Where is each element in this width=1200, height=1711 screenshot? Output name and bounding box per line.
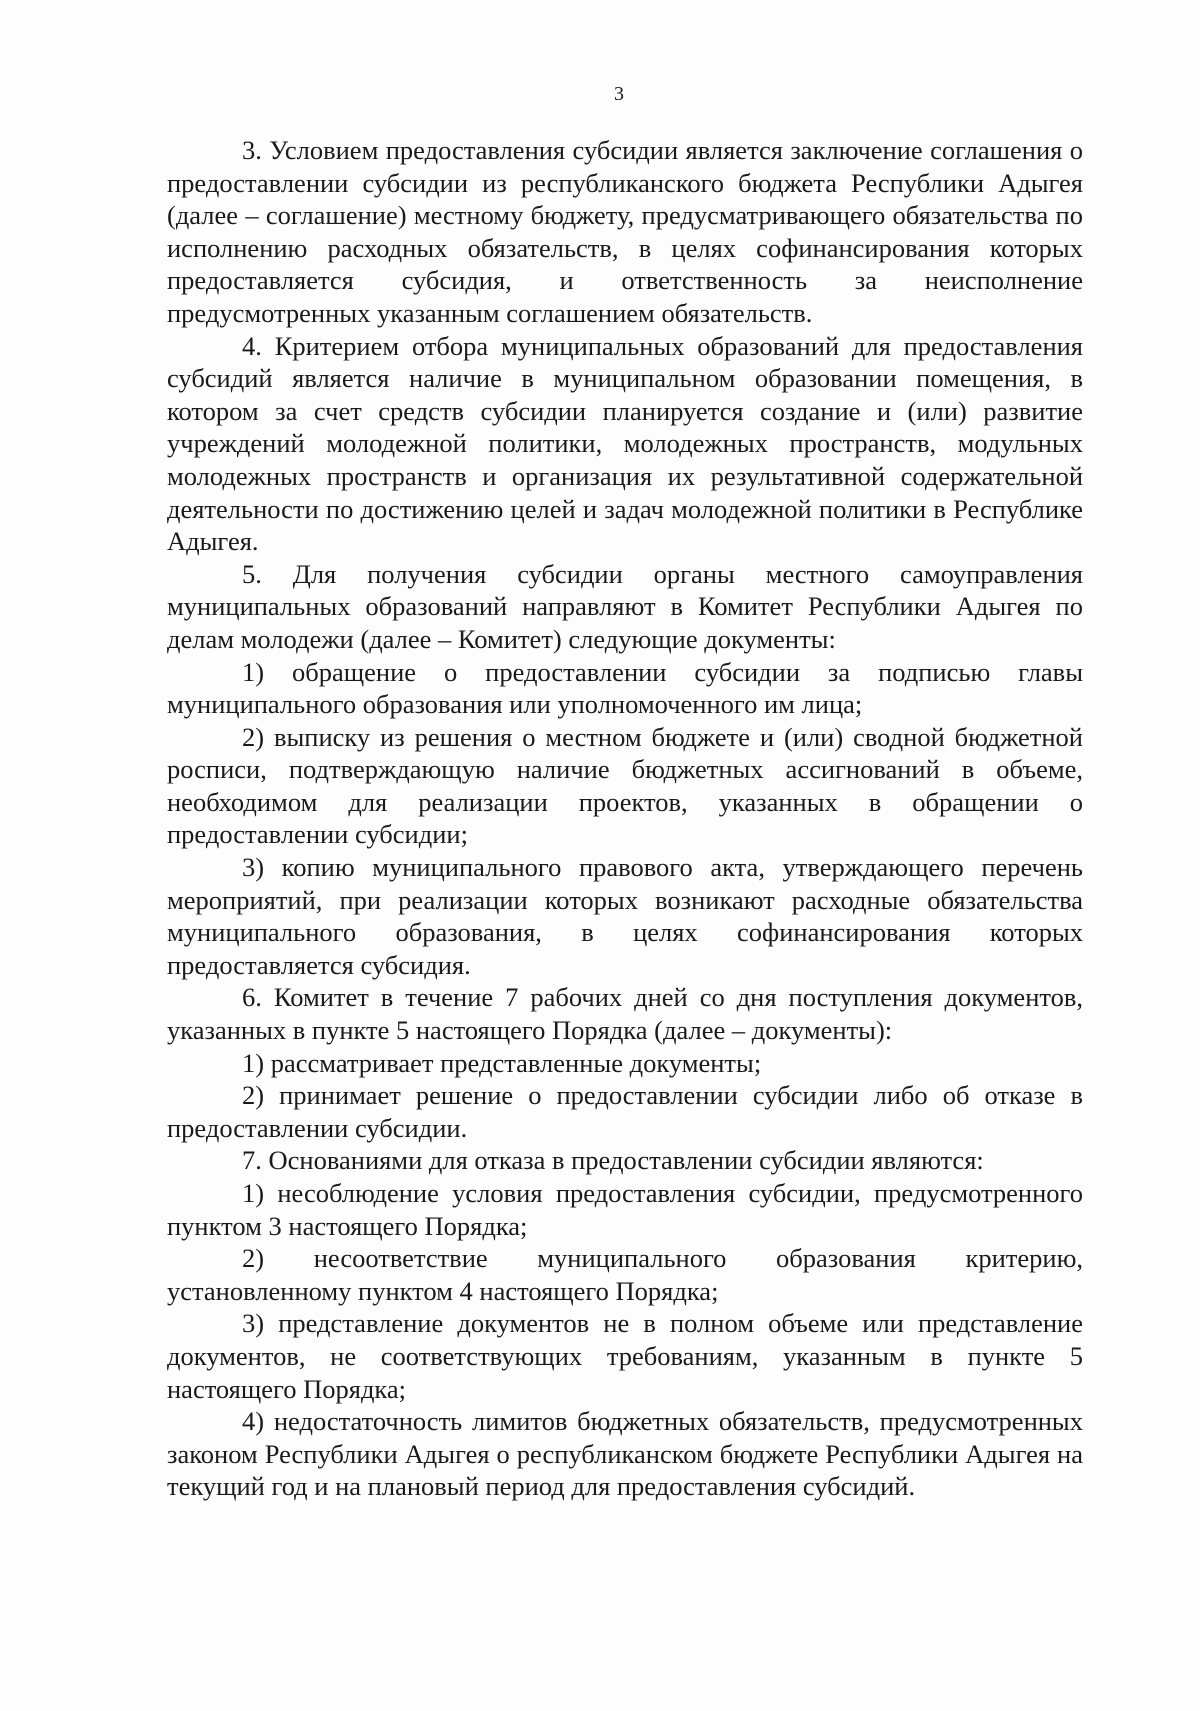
page-number: 3 xyxy=(614,83,624,105)
list-item-6-1: 1) рассматривает представленные документы; xyxy=(242,1047,762,1078)
list-item-5-3: 3) копию муниципального правового акта, утверждающего перечень мероприятий, при реализации которых возникают расходные обязательства муниципального образования, в целях софинансирования которых предоставляется субсидия. xyxy=(167,852,1083,980)
paragraph-clause-3: 3. Условием предоставления субсидии является заключение соглашения о предоставлении субсидии из республиканского бюджета Республики Адыгея (далее – соглашение) местному бюджету, предусматривающего обязательства по исполнению расходных обязательств, в целях софинансирования которых предоставляется субсидия, и ответственность за неисполнение предусмотренных указанным соглашением обязательств. xyxy=(167,135,1083,328)
list-item-5-2: 2) выписку из решения о местном бюджете и (или) сводной бюджетной росписи, подтверждающую наличие бюджетных ассигнований в объеме, необходимом для реализации проектов, указанных в обращении о предоставлении субсидии; xyxy=(167,721,1083,850)
list-item-7-1: 1) несоблюдение условия предоставления субсидии, предусмотренного пунктом 3 настоящего Порядка; xyxy=(167,1178,1083,1241)
list-item-6-2: 2) принимает решение о предоставлении субсидии либо об отказе в предоставлении субсидии. xyxy=(167,1080,1083,1143)
list-item-5-1: 1) обращение о предоставлении субсидии за подписью главы муниципального образования или уполномоченного им лица; xyxy=(167,656,1083,720)
paragraph-clause-6: 6. Комитет в течение 7 рабочих дней со дня поступления документов, указанных в пункте 5 настоящего Порядка (далее – документы): xyxy=(167,982,1083,1046)
list-item-7-4: 4) недостаточность лимитов бюджетных обязательств, предусмотренных законом Республики Адыгея о республиканском бюджете Республики Адыгея на текущий год и на плановый период для предоставления субсидий. xyxy=(167,1406,1083,1502)
paragraph-clause-7: 7. Основаниями для отказа в предоставлении субсидии являются: xyxy=(242,1145,984,1176)
list-item-7-2: 2) несоответствие муниципального образования критерию, установленному пунктом 4 настоящего Порядка; xyxy=(167,1243,1083,1306)
paragraph-clause-4: 4. Критерием отбора муниципальных образований для предоставления субсидий является наличие в муниципальном образовании помещения, в котором за счет средств субсидии планируется создание и (или) развитие учреждений молодежной политики, молодежных пространств, модульных молодежных пространств и организация их результативной содержательной деятельности по достижению целей и задач молодежной политики в Республике Адыгея. xyxy=(167,330,1083,557)
document-body xyxy=(167,134,1083,1503)
paragraph-clause-5: 5. Для получения субсидии органы местного самоуправления муниципальных образований направляют в Комитет Республики Адыгея по делам молодежи (далее – Комитет) следующие документы: xyxy=(167,558,1083,654)
list-item-7-3: 3) представление документов не в полном объеме или представление документов, не соответствующих требованиям, указанным в пункте 5 настоящего Порядка; xyxy=(167,1308,1083,1404)
